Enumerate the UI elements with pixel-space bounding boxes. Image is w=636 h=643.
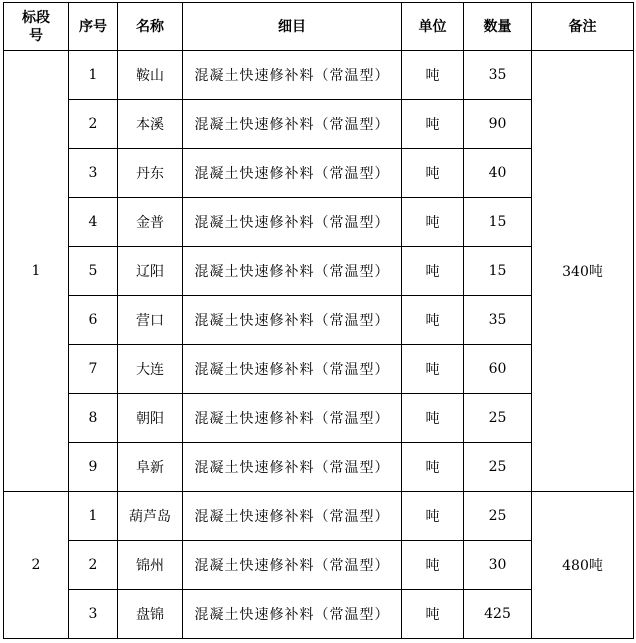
no-cell: 8 — [69, 394, 118, 443]
no-cell: 1 — [69, 492, 118, 541]
header-no: 序号 — [69, 3, 118, 51]
table-row — [4, 492, 634, 541]
detail-cell: 混凝土快速修补料（常温型） — [183, 345, 402, 394]
name-cell: 本溪 — [118, 100, 183, 149]
unit-cell: 吨 — [402, 296, 464, 345]
detail-cell: 混凝土快速修补料（常温型） — [183, 541, 402, 590]
qty-cell: 25 — [464, 443, 532, 492]
header-unit: 单位 — [402, 3, 464, 51]
name-cell: 大连 — [118, 345, 183, 394]
qty-cell: 15 — [464, 247, 532, 296]
section-cell: 2 — [4, 492, 69, 639]
header-row — [4, 3, 634, 51]
name-cell: 朝阳 — [118, 394, 183, 443]
name-cell: 丹东 — [118, 149, 183, 198]
detail-cell: 混凝土快速修补料（常温型） — [183, 247, 402, 296]
qty-cell: 25 — [464, 492, 532, 541]
header-remark: 备注 — [532, 3, 634, 51]
no-cell: 6 — [69, 296, 118, 345]
detail-cell: 混凝土快速修补料（常温型） — [183, 394, 402, 443]
no-cell: 3 — [69, 590, 118, 639]
no-cell: 1 — [69, 51, 118, 100]
name-cell: 盘锦 — [118, 590, 183, 639]
detail-cell: 混凝土快速修补料（常温型） — [183, 590, 402, 639]
remark-cell: 340吨 — [532, 51, 634, 492]
detail-cell: 混凝土快速修补料（常温型） — [183, 443, 402, 492]
materials-table — [3, 2, 634, 639]
unit-cell: 吨 — [402, 345, 464, 394]
unit-cell: 吨 — [402, 149, 464, 198]
no-cell: 5 — [69, 247, 118, 296]
header-name: 名称 — [118, 3, 183, 51]
detail-cell: 混凝土快速修补料（常温型） — [183, 198, 402, 247]
qty-cell: 35 — [464, 296, 532, 345]
header-detail: 细目 — [183, 3, 402, 51]
qty-cell: 90 — [464, 100, 532, 149]
detail-cell: 混凝土快速修补料（常温型） — [183, 149, 402, 198]
remark-cell: 480吨 — [532, 492, 634, 639]
qty-cell: 60 — [464, 345, 532, 394]
header-section: 标段号 — [4, 3, 69, 51]
unit-cell: 吨 — [402, 247, 464, 296]
no-cell: 2 — [69, 541, 118, 590]
unit-cell: 吨 — [402, 492, 464, 541]
qty-cell: 35 — [464, 51, 532, 100]
name-cell: 辽阳 — [118, 247, 183, 296]
section-cell: 1 — [4, 51, 69, 492]
detail-cell: 混凝土快速修补料（常温型） — [183, 296, 402, 345]
qty-cell: 15 — [464, 198, 532, 247]
unit-cell: 吨 — [402, 590, 464, 639]
name-cell: 葫芦岛 — [118, 492, 183, 541]
qty-cell: 25 — [464, 394, 532, 443]
header-qty: 数量 — [464, 3, 532, 51]
detail-cell: 混凝土快速修补料（常温型） — [183, 51, 402, 100]
name-cell: 金普 — [118, 198, 183, 247]
name-cell: 鞍山 — [118, 51, 183, 100]
unit-cell: 吨 — [402, 51, 464, 100]
unit-cell: 吨 — [402, 443, 464, 492]
qty-cell: 425 — [464, 590, 532, 639]
unit-cell: 吨 — [402, 198, 464, 247]
name-cell: 营口 — [118, 296, 183, 345]
no-cell: 7 — [69, 345, 118, 394]
no-cell: 3 — [69, 149, 118, 198]
unit-cell: 吨 — [402, 541, 464, 590]
no-cell: 4 — [69, 198, 118, 247]
qty-cell: 40 — [464, 149, 532, 198]
unit-cell: 吨 — [402, 394, 464, 443]
detail-cell: 混凝土快速修补料（常温型） — [183, 492, 402, 541]
name-cell: 阜新 — [118, 443, 183, 492]
unit-cell: 吨 — [402, 100, 464, 149]
table-row — [4, 51, 634, 100]
no-cell: 9 — [69, 443, 118, 492]
name-cell: 锦州 — [118, 541, 183, 590]
qty-cell: 30 — [464, 541, 532, 590]
no-cell: 2 — [69, 100, 118, 149]
detail-cell: 混凝土快速修补料（常温型） — [183, 100, 402, 149]
